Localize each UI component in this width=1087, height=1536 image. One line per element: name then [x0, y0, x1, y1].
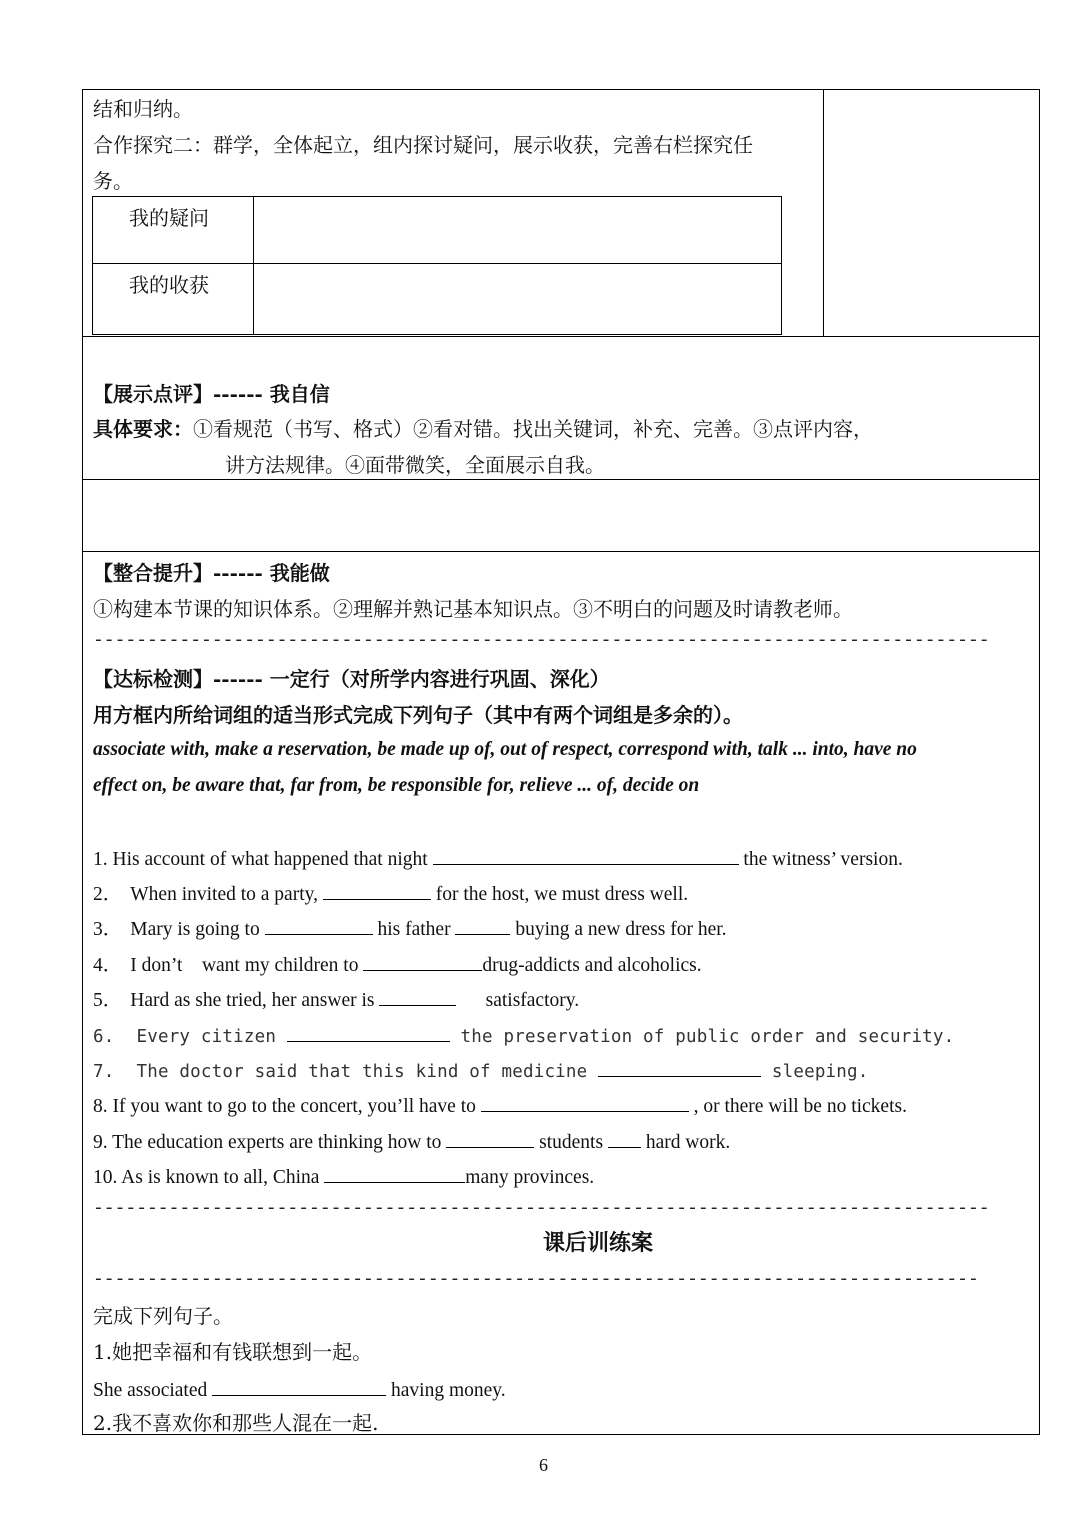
- section-heading-integrate: 【整合提升】------ 我能做: [93, 561, 330, 585]
- sentence-2-chinese: 2.我不喜欢你和那些人混在一起.: [93, 1411, 379, 1435]
- dashed-divider: ----------------------------------------------------------------------------------: [93, 1270, 979, 1290]
- section-heading-review: 【展示点评】------ 我自信: [93, 382, 330, 406]
- question-harvest-table: [92, 196, 782, 335]
- question-6: 6. Every citizen the preservation of public order and security.: [93, 1021, 954, 1050]
- answer-blank[interactable]: [212, 1375, 386, 1396]
- question-10: 10. As is known to all, China many provinces.: [93, 1162, 594, 1191]
- sentence-1-english: She associated having money.: [93, 1375, 506, 1404]
- question-1: 1. His account of what happened that night the witness’ version.: [93, 844, 903, 873]
- integrate-text: ①构建本节课的知识体系。②理解并熟记基本知识点。③不明白的问题及时请教老师。: [93, 597, 853, 621]
- page-number: 6: [539, 1455, 548, 1475]
- answer-blank[interactable]: [608, 1127, 641, 1148]
- table-column-divider: [823, 89, 824, 336]
- requirements-cont: 讲方法规律。④面带微笑，全面展示自我。: [225, 453, 605, 477]
- table-label-questions: 我的疑问: [129, 206, 209, 230]
- answer-blank[interactable]: [265, 914, 373, 935]
- answer-blank[interactable]: [323, 879, 431, 900]
- sentence-1-chinese: 1.她把幸福和有钱联想到一起。: [93, 1340, 373, 1364]
- row-divider: [82, 479, 1040, 480]
- answer-blank[interactable]: [287, 1021, 450, 1042]
- answer-blank[interactable]: [433, 844, 739, 865]
- after-intro: 完成下列句子。: [93, 1304, 233, 1328]
- answer-blank[interactable]: [363, 950, 482, 971]
- phrase-box-line: effect on, be aware that, far from, be responsible for, relieve ... of, decide on: [93, 775, 700, 796]
- dashed-divider: -----------------------------------------------------------------------------------: [93, 1199, 990, 1219]
- question-3: 3． Mary is going to his father buying a new dress for her.: [93, 914, 727, 943]
- test-instruction: 用方框内所给词组的适当形式完成下列句子（其中有两个词组是多余的）。: [93, 703, 743, 727]
- answer-blank[interactable]: [446, 1127, 534, 1148]
- question-2: 2． When invited to a party, for the host, we must dress well.: [93, 879, 688, 908]
- requirements: 具体要求：①看规范（书写、格式）②看对错。找出关键词，补充、完善。③点评内容，: [93, 417, 873, 441]
- answer-blank[interactable]: [481, 1091, 689, 1112]
- answer-blank[interactable]: [324, 1162, 465, 1183]
- question-5: 5． Hard as she tried, her answer is satisfactory.: [93, 985, 579, 1014]
- table-label-harvest: 我的收获: [129, 273, 209, 297]
- dashed-divider: -----------------------------------------------------------------------------------: [93, 631, 990, 651]
- answer-blank[interactable]: [379, 985, 456, 1006]
- row-divider: [82, 336, 1040, 337]
- section-heading-test: 【达标检测】------ 一定行（对所学内容进行巩固、深化）: [93, 667, 610, 691]
- text-line: 务。: [93, 169, 133, 193]
- phrase-box-line: associate with, make a reservation, be made up of, out of respect, correspond with, talk ... into, have no: [93, 739, 917, 760]
- question-7: 7. The doctor said that this kind of medicine sleeping.: [93, 1056, 869, 1085]
- question-9: 9. The education experts are thinking how to students hard work.: [93, 1127, 730, 1156]
- row-divider: [82, 551, 1040, 552]
- answer-blank[interactable]: [455, 914, 510, 935]
- question-4: 4． I don’t want my children to drug-addicts and alcoholics.: [93, 950, 702, 979]
- text-line: 合作探究二：群学，全体起立，组内探讨疑问，展示收获，完善右栏探究任: [93, 133, 753, 157]
- text-line: 结和归纳。: [93, 97, 193, 121]
- answer-blank[interactable]: [598, 1056, 761, 1077]
- question-8: 8. If you want to go to the concert, you’ll have to , or there will be no tickets.: [93, 1091, 907, 1120]
- section-title-after-class: 课后训练案: [543, 1230, 654, 1256]
